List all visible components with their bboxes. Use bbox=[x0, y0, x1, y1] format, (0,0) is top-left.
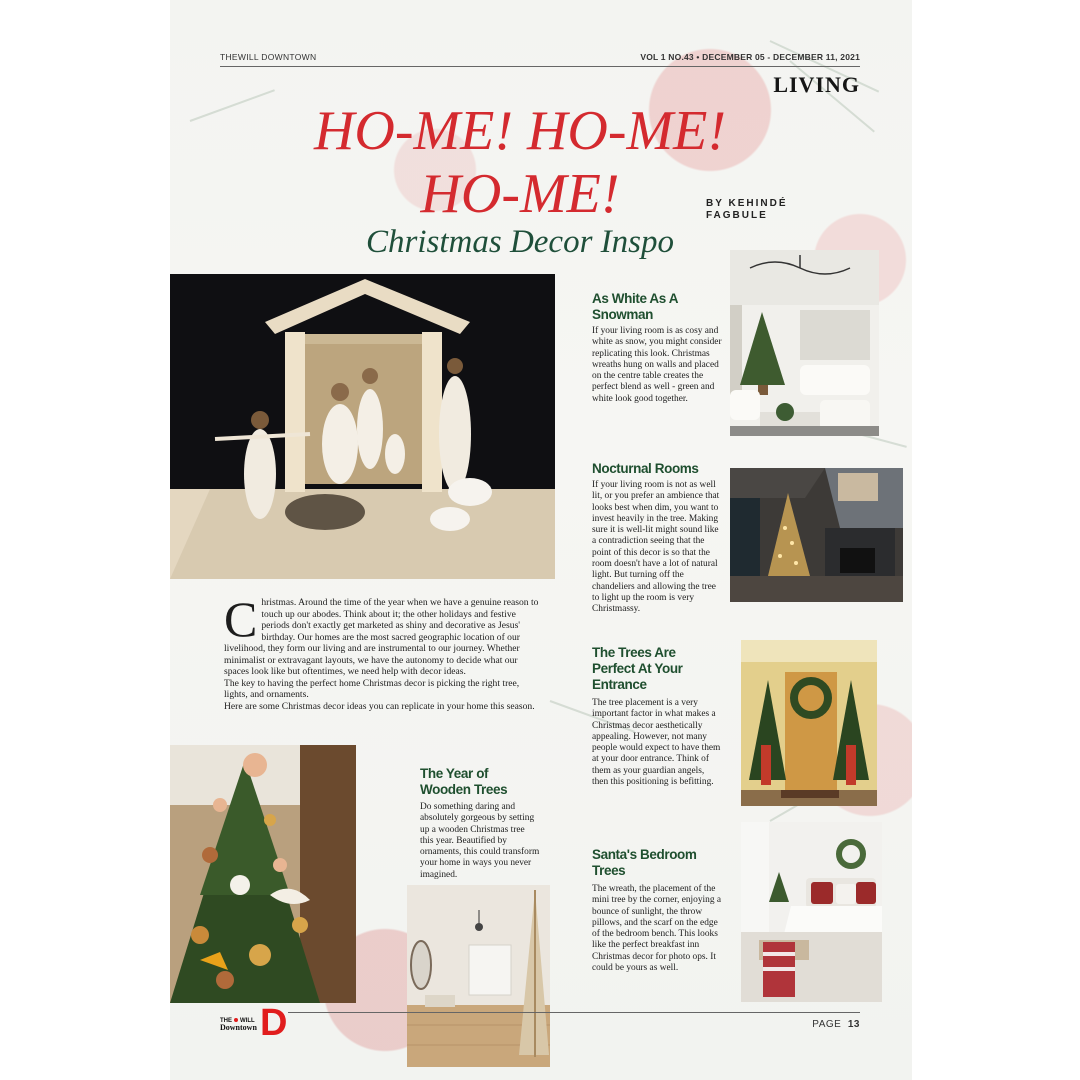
intro-paragraph-3: Here are some Christmas decor ideas you can replicate in your home this season. bbox=[224, 700, 535, 712]
logo-text-the: THE bbox=[220, 1018, 232, 1024]
page-number-value: 13 bbox=[847, 1019, 860, 1030]
section-label: LIVING bbox=[773, 72, 860, 97]
white-living-room-photo bbox=[730, 250, 879, 436]
intro-text bbox=[224, 591, 540, 712]
logo-text-downtown: Downtown bbox=[220, 1023, 257, 1032]
bedroom-photo bbox=[741, 822, 882, 1002]
wooden-tree-photo bbox=[407, 885, 550, 1067]
ornament-tree-photo bbox=[170, 745, 356, 1003]
headline-line-2: HO-ME! bbox=[420, 163, 620, 225]
author-last-name: FAGBULE bbox=[706, 210, 768, 221]
heading-nocturnal-rooms: Nocturnal Rooms bbox=[592, 461, 699, 476]
drop-cap: C bbox=[224, 591, 258, 647]
page-label: PAGE bbox=[812, 1019, 842, 1030]
body-white-snowman: If your living room is as cosy and white as snow, you might consider replicating this look. Christmas wreaths hung on walls and placed on the centre table creates the perfect blend as well - green and white look good together. bbox=[592, 326, 722, 404]
header-rule bbox=[220, 66, 860, 67]
intro-paragraph-2: The key to having the perfect home Christmas decor is picking the right tree, lights, and ornaments. bbox=[224, 677, 520, 700]
heading-santa-bedroom: Santa's Bedroom Trees bbox=[592, 847, 697, 878]
body-entrance-trees: The tree placement is a very important factor in what makes a Christmas decor aesthetically appealing. However, not many people would expect to have them at your door entrance. Think of them as your guardian angels, then this positioning is befitting. bbox=[592, 698, 721, 788]
body-wooden-trees: Do something daring and absolutely gorgeous by setting up a wooden Christmas tree this year. Beautified by ornaments, this could transform your home in ways you never imagined. bbox=[420, 802, 540, 880]
thewill-downtown-logo bbox=[220, 1000, 290, 1038]
logo-text-will: WILL bbox=[240, 1018, 255, 1024]
heading-entrance-trees: The Trees Are Perfect At Your Entrance bbox=[592, 645, 683, 692]
body-nocturnal-rooms: If your living room is not as well lit, or you prefer an ambience that looks best when dim, you want to invest heavily in the tree. Making sure it is well-lit might sound like a contradiction seeing that the point of this decor is so that the room doesn't have a lot of natural light. But turning off the chandeliers and allowing the tree to light up the room is very Christmassy. bbox=[592, 480, 720, 615]
intro-paragraph-1: hristmas. Around the time of the year when we have a genuine reason to touch up our abodes. Think about it; the other holidays and festive periods don't exactly get marketed as shiny and decorative as Jesus' birthday. Our homes are the most sacred geographic location of our livelihood, they form our living and are instrumental to our journey. Whether minimalist or extravagant layouts, we have the autonomy to decide what our spaces look like but oftentimes, we need help with decor ideas. bbox=[224, 597, 539, 677]
issue-info: VOL 1 NO.43 • DECEMBER 05 - DECEMBER 11, 2021 bbox=[640, 52, 860, 62]
byline-prefix: BY bbox=[706, 198, 724, 209]
headline-subtitle: Christmas Decor Inspo bbox=[365, 224, 674, 260]
heading-white-snowman: As White As A Snowman bbox=[592, 291, 678, 322]
publication-name: THEWILL DOWNTOWN bbox=[220, 52, 317, 62]
magazine-page bbox=[170, 0, 912, 1080]
nativity-photo bbox=[170, 274, 555, 579]
heading-wooden-trees: The Year of Wooden Trees bbox=[420, 766, 508, 797]
body-santa-bedroom: The wreath, the placement of the mini tree by the corner, enjoying a bounce of sunlight, the throw pillows, and the scarf on the edge of the bedroom bench. This looks like the perfect breakfast inn Christmas decor for photo ops. It could be yours as well. bbox=[592, 884, 722, 974]
author-first-name: KEHINDÉ bbox=[728, 198, 788, 209]
page-number bbox=[812, 1019, 860, 1030]
nocturnal-room-photo bbox=[730, 468, 903, 602]
footer-rule bbox=[288, 1012, 860, 1013]
headline-line-1: HO-ME! HO-ME! bbox=[313, 100, 727, 162]
entrance-trees-photo bbox=[741, 640, 877, 806]
byline bbox=[706, 198, 826, 222]
logo-mark-d: D bbox=[260, 1002, 288, 1038]
